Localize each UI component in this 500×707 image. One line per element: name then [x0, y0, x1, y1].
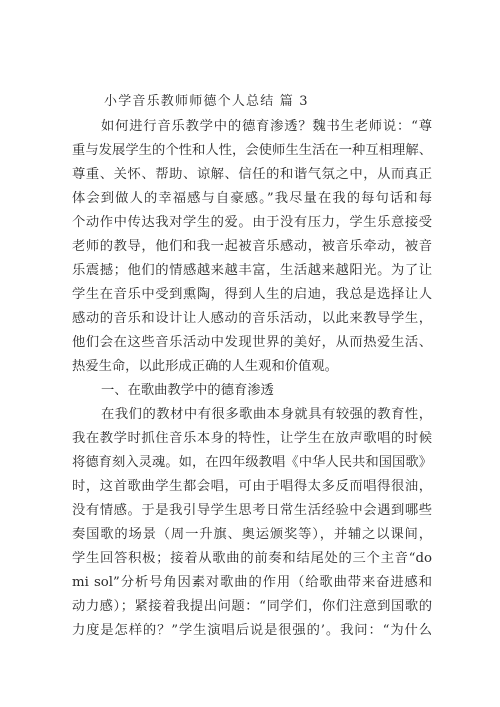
paragraph-line: 奏国歌的场景（周一升旗、奥运颁奖等），并辅之以课间，: [72, 527, 432, 542]
paragraph-line: 乐震撼；他们的情感越来越丰富，生活越来越阳光。为了让: [72, 263, 432, 278]
paragraph-line: 时，这首歌曲学生都会唱，可由于唱得太多反而唱得很油，: [72, 479, 432, 494]
paragraph-line: 热爱生命，以此形成正确的人生观和价值观。: [72, 359, 338, 374]
paragraph-line: 我在教学时抓住音乐本身的特性，让学生在放声歌唱的时候: [72, 431, 432, 446]
paragraph-line: 如何进行音乐教学中的德育渗透？魏书生老师说：“尊: [101, 119, 432, 134]
paragraph-line: 将德育刻入灵魂。如，在四年级教唱《中华人民共和国国歌》: [72, 455, 432, 470]
paragraph-line: 他们会在这些音乐活动中发现世界的美好，从而热爱生活、: [72, 335, 432, 350]
document-title: 小学音乐教师师德个人总结 篇 3: [104, 94, 309, 109]
section-heading: 一、在歌曲教学中的德育渗透: [101, 383, 274, 398]
paragraph-line: 动力感）；紧接着我提出问题：“同学们，你们注意到国歌的: [72, 599, 432, 614]
paragraph-line: 力度是怎样的？”学生演唱后说是很强的’。我问：“为什么: [72, 623, 432, 638]
paragraph-line: 感动的音乐和设计让人感动的音乐活动，以此来教导学生，: [72, 311, 432, 326]
paragraph-line: 个动作中传达我对学生的爱。由于没有压力，学生乐意接受: [72, 215, 432, 230]
paragraph-line: 尊重、关怀、帮助、谅解、信任的和谐气氛之中，从而真正: [72, 167, 432, 182]
paragraph-line: 老师的教导，他们和我一起被音乐感动，被音乐牵动，被音: [72, 239, 432, 254]
paragraph-line: 学生回答积极；接着从歌曲的前奏和结尾处的三个主音“do: [72, 551, 432, 566]
paragraph-line: 在我们的教材中有很多歌曲本身就具有较强的教育性，: [101, 407, 432, 422]
paragraph-line: mi sol”分析号角因素对歌曲的作用（给歌曲带来奋进感和: [72, 575, 432, 590]
paragraph-line: 重与发展学生的个性和人性，会使师生生活在一种互相理解、: [72, 143, 432, 158]
paragraph-line: 体会到做人的幸福感与自豪感。”我尽量在我的每句话和每: [72, 191, 432, 206]
paragraph-line: 学生在音乐中受到熏陶，得到人生的启迪，我总是选择让人: [72, 287, 432, 302]
paragraph-line: 没有情感。于是我引导学生思考日常生活经验中会遇到哪些: [72, 503, 432, 518]
